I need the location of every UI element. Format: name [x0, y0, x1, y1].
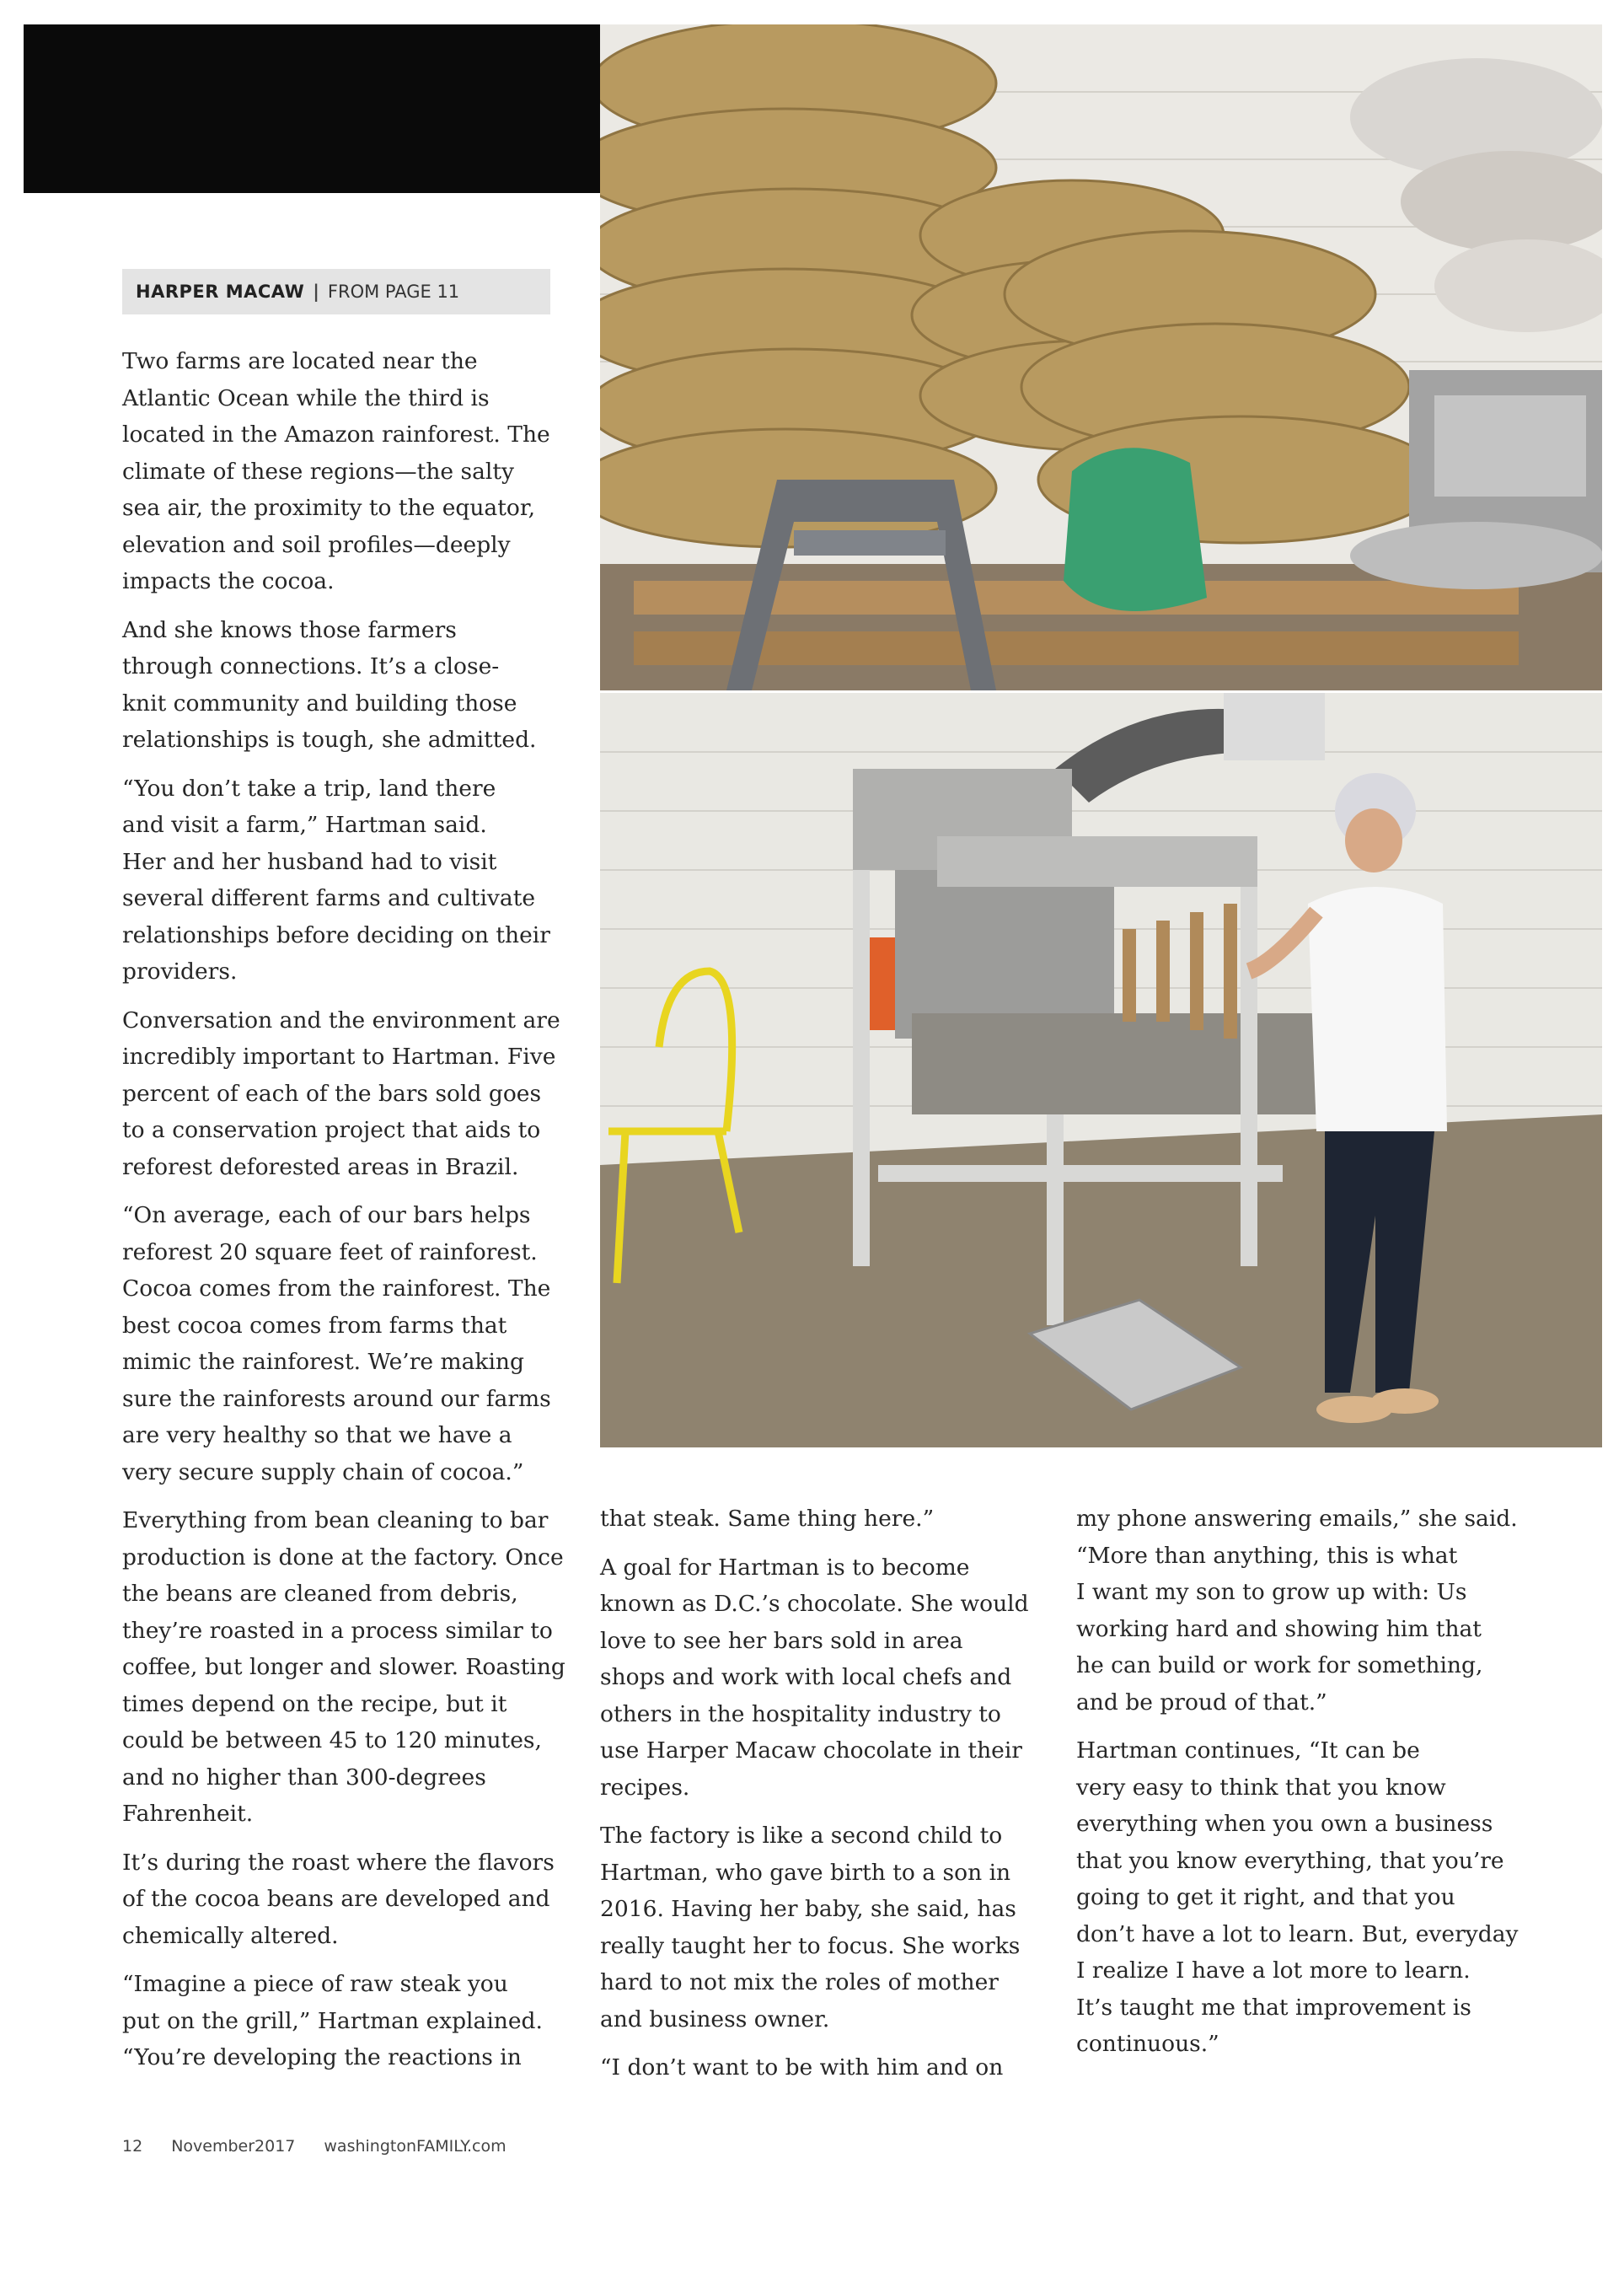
paragraph: The factory is like a second child to Hartman, who gave birth to a son in 2016. Having her baby, she said, has really taught her to focus. She works hard to not mix the roles of mother and business owner.: [600, 1823, 1021, 2032]
paragraph: “On average, each of our bars helps reforest 20 square feet of rainforest. Cocoa comes from the rainforest. The best cocoa comes from farms that mimic the rainforest. We’re making sure the rainforests around our farms are very healthy so that we have a very secure supply chain of cocoa.”: [122, 1202, 551, 1485]
header-black-bar: [24, 24, 600, 193]
site-url: washingtonFAMILY.com: [324, 2137, 506, 2156]
paragraph: A goal for Hartman is to become known as D.C.’s chocolate. She would love to see her bars sold in area shops and work with local chefs and others in the hospitality industry to use Harper Macaw chocolate in their recipes.: [600, 1554, 1029, 1801]
kicker-from-page: FROM PAGE 11: [327, 282, 460, 302]
cocoa-bean-sacks-photo: [600, 24, 1602, 690]
paragraph: Conversation and the environment are incredibly important to Hartman. Five percent of each of the bars sold goes to a conservation project that aids to reforest deforested areas in Brazil.: [122, 1007, 560, 1180]
paragraph: “I don’t want to be with him and on: [600, 2054, 1004, 2081]
paragraph: Everything from bean cleaning to bar production is done at the factory. Once the beans are cleaned from debris, they’re roasted in a process similar to coffee, but longer and slower. Roasting times depend on the recipe, but it could be between 45 to 120 minutes, and no higher than 300-degrees Fahrenheit.: [122, 1507, 565, 1827]
kicker-separator: |: [313, 282, 319, 302]
article-column-3: [1076, 1501, 1548, 2075]
page-footer: [122, 2137, 535, 2156]
paragraph: Hartman continues, “It can be very easy to think that you know everything when you own a business that you know everything, that you’re going to get it right, and that you don’t have a lot to learn. But, everyday I realize I have a lot more to learn. It’s taught me that improvement is continuous.”: [1076, 1737, 1519, 2057]
issue-date: November2017: [171, 2137, 296, 2156]
paragraph: “Imagine a piece of raw steak you put on the grill,” Hartman explained. “You’re developing the reactions in: [122, 1971, 543, 2070]
bean-cleaning-machine-photo: [600, 693, 1602, 1447]
section-kicker: [122, 269, 550, 314]
paragraph: my phone answering emails,” she said. “More than anything, this is what I want my son to grow up with: Us working hard and showing him that he can build or work for something, and be proud of that.”: [1076, 1506, 1518, 1716]
paragraph: that steak. Same thing here.”: [600, 1506, 935, 1532]
paragraph: And she knows those farmers through connections. It’s a close- knit community and building those relationships is tough, she admitted.: [122, 616, 537, 753]
paragraph: “You don’t take a trip, land there and visit a farm,” Hartman said. Her and her husband had to visit several different farms and cultivate relationships before deciding on their providers.: [122, 775, 550, 985]
article-column-2: [600, 1501, 1038, 2098]
paragraph: Two farms are located near the Atlantic Ocean while the third is located in the Amazon rainforest. The climate of these regions—the salty sea air, the proximity to the equator, elevation and soil profiles—deeply impacts the cocoa.: [122, 348, 550, 594]
paragraph: It’s during the roast where the flavors of the cocoa beans are developed and chemically altered.: [122, 1849, 555, 1949]
page-number: 12: [122, 2137, 143, 2156]
kicker-section-name: HARPER MACAW: [136, 282, 305, 302]
article-column-1: [122, 343, 577, 2088]
